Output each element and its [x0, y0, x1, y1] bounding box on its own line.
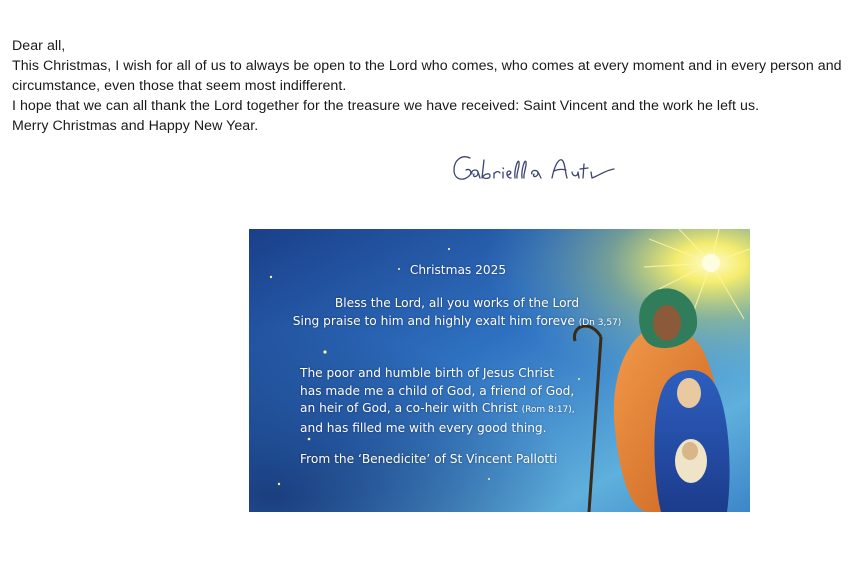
card-title: Christmas 2025 — [409, 263, 507, 277]
card-verse-line-2-text: Sing praise to him and highly exalt him foreve — [292, 313, 575, 328]
card-verse-ref: (Dn 3,57) — [578, 317, 622, 328]
card-source: From the ‘Benedicite’ of St Vincent Pallotti — [300, 452, 558, 466]
letter-paragraph-1: This Christmas, I wish for all of us to always be open to the Lord who comes, who comes at every moment and in every person and circumstance, even those that seem most indifferent. — [12, 58, 842, 94]
card-body-line-3-text: an heir of God, a co-heir with Christ — [300, 401, 518, 415]
letter-paragraph-2: I hope that we can all thank the Lord together for the treasure we have received: Saint Vincent and the work he left us. — [12, 98, 760, 114]
card-body-ref: (Rom 8:17), — [521, 405, 575, 415]
handwritten-signature — [448, 148, 638, 192]
card-body — [300, 365, 575, 437]
letter-salutation: Dear all, — [12, 38, 66, 54]
card-body-line-1: The poor and humble birth of Jesus Christ — [300, 366, 554, 380]
card-body-line-4: and has filled me with every good thing. — [300, 420, 547, 435]
christmas-card — [249, 229, 750, 512]
card-verse — [249, 295, 665, 332]
star-of-bethlehem — [702, 254, 720, 272]
letter — [12, 36, 852, 136]
card-verse-line-2 — [249, 313, 665, 333]
card-body-line-3 — [300, 400, 575, 420]
card-verse-line-1: Bless the Lord, all you works of the Lord — [334, 296, 580, 310]
letter-closing: Merry Christmas and Happy New Year. — [12, 118, 259, 134]
card-body-line-2: has made me a child of God, a friend of God, — [300, 383, 575, 398]
